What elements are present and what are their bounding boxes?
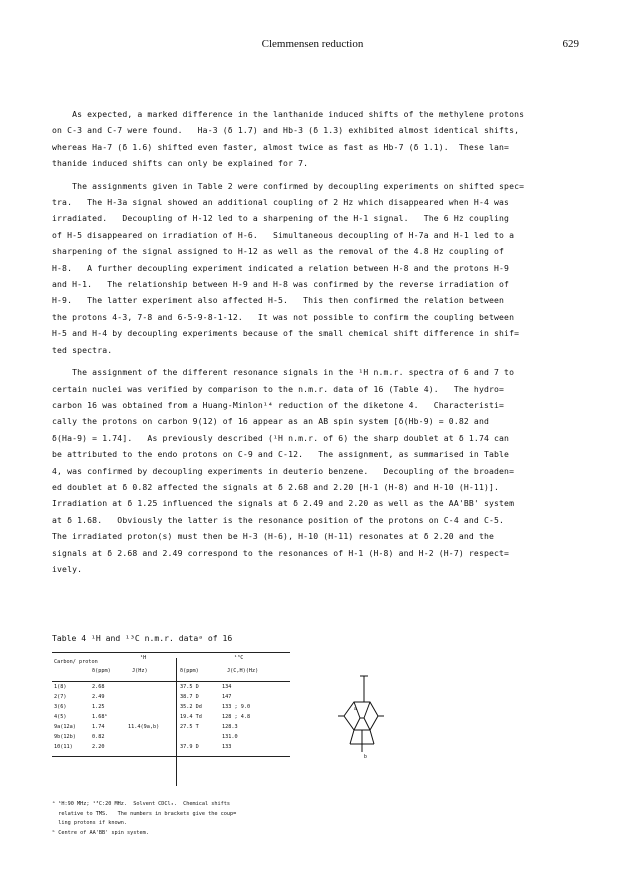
table-cell: 27.5 T — [180, 724, 199, 730]
text-line: cally the protons on carbon 9(12) of 16 appear as an AB spin system [δ(Hb-9) = 0.82 and — [52, 416, 489, 427]
text-line: at δ 1.68. Obviously the latter is the resonance position of the protons on C-4 and C-5. — [52, 514, 505, 525]
text-line: certain nuclei was verified by comparison to the n.m.r. data of 16 (Table 4). The hydro= — [52, 383, 505, 394]
table-cell: 2.20 — [92, 744, 105, 750]
text-line: the protons 4-3, 7-8 and 6-5-9-8-1-12. It was not possible to confirm the coupling between — [52, 311, 515, 322]
text-line: sharpening of the signal assigned to H-12 as well as the removal of the 4.8 Hz coupling of — [52, 246, 505, 257]
table-cell: 3(6) — [54, 704, 67, 710]
table-cell: 1.68ᵇ — [92, 714, 108, 720]
column-header: Carbon/ proton — [54, 659, 98, 665]
footnote-line: ling protons if known. — [52, 820, 127, 826]
table-cell: 131.0 — [222, 734, 238, 740]
text-line: signals at δ 2.68 and 2.49 correspond to the resonances of H-1 (H-8) and H-2 (H-7) respect= — [52, 547, 510, 558]
table-cell: 4(5) — [54, 714, 67, 720]
table-cell: 38.7 D — [180, 694, 199, 700]
footnote-line: relative to TMS. The numbers in brackets give the coup= — [52, 810, 237, 817]
paragraph-1 — [52, 106, 582, 172]
table-row — [52, 724, 290, 734]
text-line: on C-3 and C-7 were found. Ha-3 (δ 1.7) and Hb-3 (δ 1.3) exhibited almost identical shifts, — [52, 125, 520, 136]
table-cell: 10(11) — [54, 744, 73, 750]
text-line: and H-1. The relationship between H-9 and H-8 was confirmed by the reverse irradiation of — [52, 279, 510, 290]
table-row — [52, 714, 290, 724]
table-cell: 1.25 — [92, 704, 105, 710]
text-line: The assignments given in Table 2 were confirmed by decoupling experiments on shifted spec= — [52, 180, 525, 191]
structure-bonds — [338, 676, 384, 752]
table-cell: 2.68 — [92, 684, 105, 690]
table-row — [52, 694, 290, 704]
table-cell: 133 — [222, 744, 232, 750]
group-header-1h: ¹H — [140, 655, 147, 661]
text-line: ed doublet at δ 0.82 affected the signals at δ 2.68 and 2.20 [H-1 (H-8) and H-10 (H-11)]. — [52, 481, 500, 492]
table-header — [52, 653, 290, 682]
text-line: carbon 16 was obtained from a Huang-Minlon¹⁴ reduction of the diketone 4. Characteristi= — [52, 399, 505, 410]
table-cell: 37.9 D — [180, 744, 199, 750]
table-row — [52, 744, 290, 754]
text-line: δ(Ha-9) = 1.74]. As previously described (¹H n.m.r. of 6) the sharp doublet at δ 1.74 can — [52, 432, 510, 443]
table-cell: 134 — [222, 684, 232, 690]
table-cell: 2(7) — [54, 694, 67, 700]
table-cell: 1(8) — [54, 684, 67, 690]
table-cell: 133 ; 9.0 — [222, 704, 251, 710]
column-header: δ(ppm) — [92, 668, 111, 674]
footnote-line: ᵇ Centre of AA'BB' spin system. — [52, 829, 149, 836]
table-cell: 19.4 Td — [180, 714, 202, 720]
running-header — [0, 38, 625, 54]
table-footnotes — [52, 800, 292, 838]
table-caption: Table 4 ¹H and ¹³C n.m.r. dataᵃ of 16 — [52, 633, 233, 643]
column-header: J(Hz) — [132, 668, 148, 674]
text-line: ted spectra. — [52, 344, 113, 355]
paragraph-3 — [52, 364, 582, 577]
table-cell: 35.2 Dd — [180, 704, 202, 710]
table-cell: 0.82 — [92, 734, 105, 740]
text-line: The irradiated proton(s) must then be H-3 (H-6), H-10 (H-11) resonates at δ 2.20 and the — [52, 531, 495, 542]
text-line: 4, was confirmed by decoupling experiments in deuterio benzene. Decoupling of the broaden= — [52, 465, 515, 476]
table-cell: 147 — [222, 694, 232, 700]
table-cell: 2.49 — [92, 694, 105, 700]
column-header: J(C,H)(Hz) — [227, 668, 259, 674]
text-line: H-5 and H-4 by decoupling experiments because of the small chemical shift difference in shif= — [52, 328, 520, 339]
table-row — [52, 684, 290, 694]
table-cell: 128.3 — [222, 724, 238, 730]
chemical-structure-figure — [330, 672, 390, 762]
table-cell: 11.4(9a,b) — [128, 724, 160, 730]
nmr-data-table — [52, 652, 290, 757]
table-row — [52, 704, 290, 714]
text-line: Irradiation at δ 1.25 influenced the signals at δ 2.49 and 2.20 as well as the AA'BB' system — [52, 498, 515, 509]
table-cell: 9b(12b) — [54, 734, 76, 740]
table-cell: 128 ; 4.8 — [222, 714, 251, 720]
group-header-13c: ¹³C — [234, 655, 244, 661]
table-cell: 1.74 — [92, 724, 105, 730]
footnote-line: ᵃ ¹H:90 MHz; ¹³C:20 MHz. Solvent CDCl₃. Chemical shifts — [52, 801, 231, 807]
structure-label-b: b — [364, 754, 367, 760]
text-line: As expected, a marked difference in the lanthanide induced shifts of the methylene protons — [52, 109, 525, 119]
text-line: tra. The H-3a signal showed an additional coupling of 2 Hz which disappeared when H-4 was — [52, 197, 510, 208]
structure-label-a: a — [354, 706, 357, 712]
column-header: δ(ppm) — [180, 668, 199, 674]
page-number: 629 — [562, 38, 579, 50]
text-line: be attributed to the endo protons on C-9 and C-12. The assignment, as summarised in Table — [52, 449, 510, 460]
text-line: irradiated. Decoupling of H-12 led to a sharpening of the H-1 signal. The 6 Hz coupling — [52, 213, 510, 224]
text-line: ively. — [52, 563, 83, 574]
text-line: H-8. A further decoupling experiment indicated a relation between H-8 and the protons H-9 — [52, 262, 510, 273]
table-body — [52, 682, 290, 757]
body-text — [52, 106, 582, 583]
text-line: The assignment of the different resonance signals in the ¹H n.m.r. spectra of 6 and 7 to — [52, 367, 515, 378]
table-row — [52, 734, 290, 744]
table-cell: 37.5 D — [180, 684, 199, 690]
running-title: Clemmensen reduction — [261, 38, 364, 50]
text-line: thanide induced shifts can only be explained for 7. — [52, 158, 309, 169]
text-line: whereas Ha-7 (δ 1.6) shifted even faster, almost twice as fast as Hb-7 (δ 1.1). These lan= — [52, 141, 510, 152]
text-line: of H-5 disappeared on irradiation of H-6. Simultaneous decoupling of H-7a and H-1 led to a — [52, 229, 515, 240]
table-cell: 9a(12a) — [54, 724, 76, 730]
text-line: H-9. The latter experiment also affected H-5. This then confirmed the relation between — [52, 295, 505, 306]
table-divider — [176, 658, 177, 786]
paragraph-2 — [52, 178, 582, 358]
